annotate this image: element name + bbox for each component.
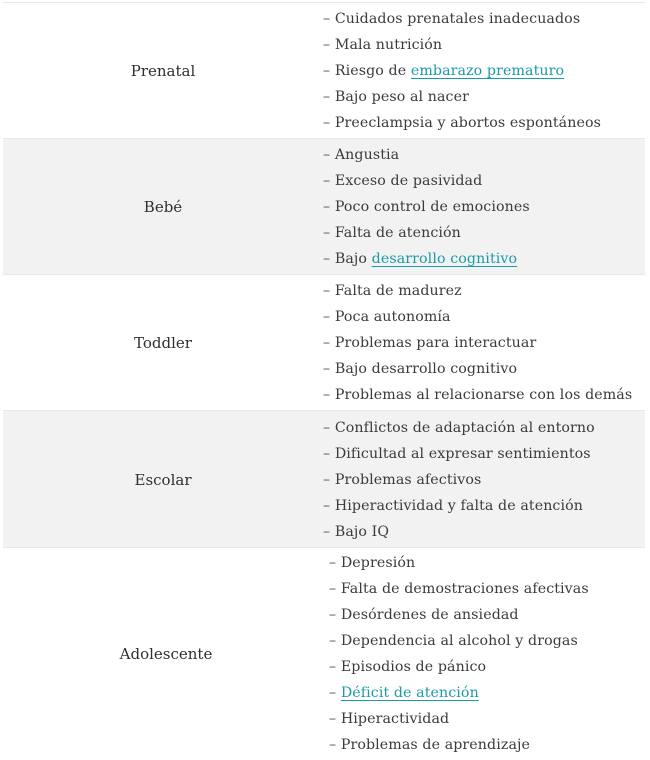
link-desarrollo-cognitivo[interactable]: desarrollo cognitivo: [371, 251, 518, 267]
list-item: – Mala nutrición: [323, 37, 443, 53]
item-list: [329, 548, 645, 760]
list-item: – Bajo IQ: [323, 523, 390, 540]
list-item: – Falta de atención: [323, 225, 461, 241]
stage-label: Adolescente: [119, 645, 213, 663]
stage-label: Escolar: [134, 470, 192, 489]
list-item: – Exceso de pasividad: [323, 173, 483, 189]
list-item: – Dificultad al expresar sentimientos: [323, 445, 591, 462]
list-item: – Déficit de atención: [329, 685, 479, 701]
table-row-adolescente: [3, 547, 645, 760]
table-row-toddler: [3, 274, 645, 411]
list-item: – Dependencia al alcohol y drogas: [329, 633, 578, 649]
list-item: – Depresión: [329, 555, 416, 571]
list-item: – Problemas al relacionarse con los demás: [323, 387, 633, 403]
table-row-escolar: [3, 410, 645, 548]
list-item: – Cuidados prenatales inadecuados: [323, 11, 581, 27]
list-item: – Problemas de aprendizaje: [329, 737, 530, 753]
list-item: – Bajo desarrollo cognitivo: [323, 251, 518, 267]
item-list: [323, 139, 645, 275]
list-item: – Hiperactividad y falta de atención: [323, 497, 583, 514]
list-item: – Bajo desarrollo cognitivo: [323, 361, 518, 377]
list-item: – Falta de demostraciones afectivas: [329, 581, 589, 597]
stage-label: Bebé: [143, 198, 183, 216]
link-deficit-de-atencion[interactable]: Déficit de atención: [340, 685, 479, 701]
stage-label: Prenatal: [130, 62, 196, 80]
item-list: [323, 411, 645, 548]
item-list: [323, 275, 645, 411]
link-embarazo-prematuro[interactable]: embarazo prematuro: [410, 63, 565, 79]
list-item: – Conflictos de adaptación al entorno: [323, 419, 595, 436]
list-item: – Hiperactividad: [329, 711, 450, 727]
list-item: – Riesgo de embarazo prematuro: [323, 63, 565, 79]
list-item: – Poca autonomía: [323, 309, 451, 325]
list-item: – Falta de madurez: [323, 283, 462, 299]
list-item: – Preeclampsia y abortos espontáneos: [323, 115, 601, 131]
list-item: – Angustia: [323, 147, 400, 163]
list-item: – Bajo peso al nacer: [323, 89, 469, 105]
table-row-prenatal: [3, 2, 645, 139]
list-item: – Episodios de pánico: [329, 659, 487, 675]
list-item: – Poco control de emociones: [323, 199, 530, 215]
table-row-bebe: [3, 138, 645, 275]
item-list: [323, 3, 645, 139]
list-item: – Problemas afectivos: [323, 471, 482, 488]
list-item: – Problemas para interactuar: [323, 335, 537, 351]
list-item: – Desórdenes de ansiedad: [329, 607, 519, 623]
stage-label: Toddler: [134, 334, 192, 352]
